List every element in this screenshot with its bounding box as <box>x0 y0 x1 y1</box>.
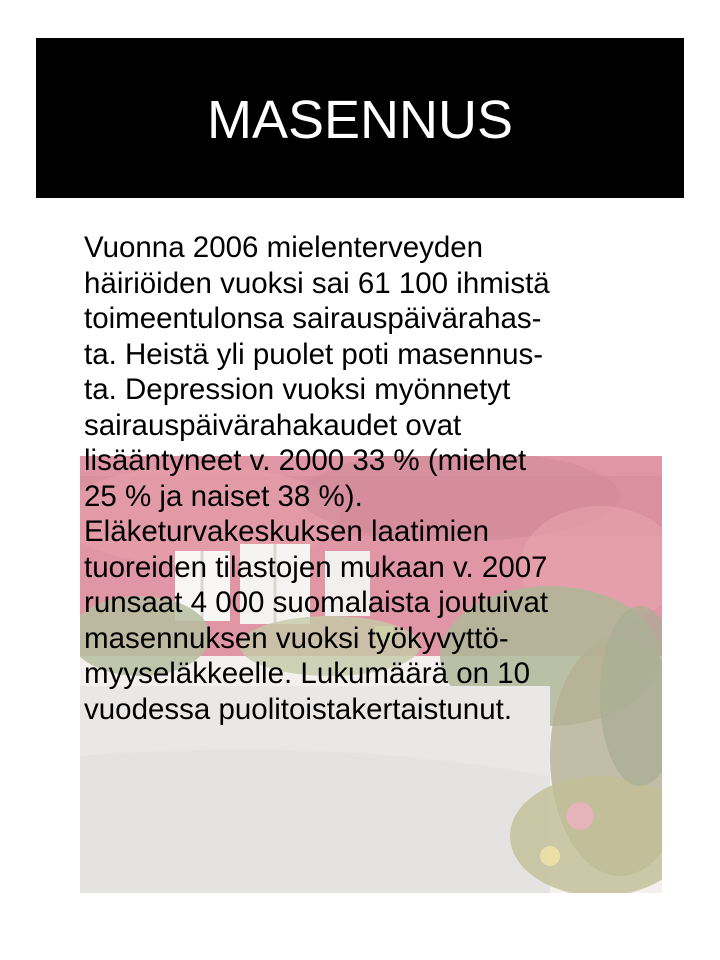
body-line: 25 % ja naiset 38 %). <box>84 479 363 513</box>
body-line: ta. Heistä yli puolet poti masennus- <box>84 337 544 371</box>
body-line: sairauspäivärahakaudet ovat <box>84 408 462 442</box>
body-line: vuodessa puolitoistakertaistunut. <box>84 692 513 726</box>
body-line: Eläketurvakeskuksen laatimien <box>84 515 490 548</box>
body-line: myyseläkkeelle. Lukumäärä on 10 <box>84 657 531 690</box>
title-bar <box>36 38 684 198</box>
body-line: häiriöiden vuoksi sai 61 100 ihmistä <box>84 266 550 300</box>
body-line: masennuksen vuoksi työkyvyttö- <box>84 621 509 655</box>
body-line: runsaat 4 000 suomalaista joutuivat <box>84 586 549 619</box>
body-line: tuoreiden tilastojen mukaan v. 2007 <box>84 550 548 584</box>
body-line: ta. Depression vuoksi myönnetyt <box>84 373 511 406</box>
body-line: toimeentulonsa sairauspäivärahas- <box>84 302 542 335</box>
slide-title: MASENNUS <box>206 90 514 150</box>
body-line: lisääntyneet v. 2000 33 % (miehet <box>84 444 527 477</box>
body-line: Vuonna 2006 mielenterveyden <box>84 231 484 264</box>
body-paragraph <box>84 230 684 727</box>
